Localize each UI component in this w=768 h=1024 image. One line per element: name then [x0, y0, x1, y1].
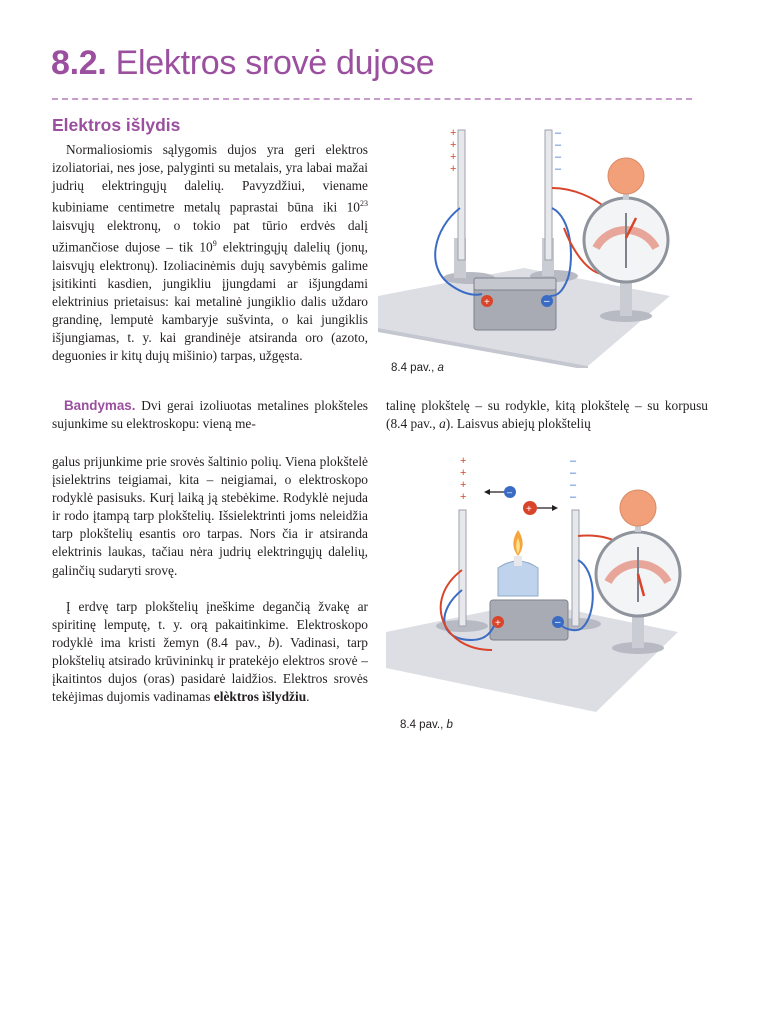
- caption-b-letter: b: [446, 719, 453, 731]
- experiment-paragraph-left: [52, 397, 368, 433]
- experiment-lead: Bandymas.: [64, 398, 136, 413]
- wire-to-electroscope: [552, 188, 606, 208]
- caption-a-letter: a: [437, 362, 444, 374]
- subsection-heading: Elektros išlydis: [52, 115, 181, 135]
- svg-text:–: –: [555, 127, 562, 139]
- right-plate: [545, 130, 552, 260]
- svg-text:+: +: [460, 479, 467, 491]
- right-plate: [572, 510, 579, 626]
- experiment-right-text-1: talinę plokštelę – su rodykle, kitą plokštelę – su korpusu (8.4 pav.,: [386, 398, 708, 432]
- paragraph-discharge: [52, 598, 368, 707]
- svg-text:+: +: [450, 127, 457, 139]
- figure-caption-b: [400, 719, 453, 731]
- svg-text:–: –: [570, 491, 577, 503]
- key-term: elèktros ìšlydžiu: [213, 689, 307, 705]
- paragraph-discharge-part-2: ). Vadinasi, tarp plokštelių atsirado krūvininkų ir pratekėjo elektros srovė – įkaitintos dujos (oras) pasidarė laidžios. Elektros srovės tekėjimas dujomis vadinamas: [52, 635, 368, 705]
- svg-text:+: +: [450, 163, 457, 175]
- svg-text:+: +: [495, 618, 501, 629]
- exponent-23: 23: [360, 199, 368, 209]
- svg-text:+: +: [460, 491, 467, 503]
- figure-electroscope-a: [374, 118, 674, 368]
- paragraph-discharge-part-1: Į erdvę tarp plokštelių įneškime degančią žvakę ar spiritinę lemputę, t. y. orą pakaitinkime. Elektroskopo rodyklė ima kristi žemyn (8.4 pav.,: [52, 599, 368, 651]
- experiment-paragraph-right: [386, 397, 708, 433]
- svg-text:–: –: [555, 139, 562, 151]
- svg-text:–: –: [544, 296, 550, 307]
- paragraph-discharge-part-3: .: [306, 689, 310, 705]
- svg-text:+: +: [484, 297, 490, 308]
- figure-ref-b: b: [268, 635, 275, 651]
- battery: [474, 286, 556, 330]
- svg-text:+: +: [460, 455, 467, 467]
- figure-electroscope-b: [382, 450, 682, 715]
- experiment-right-text-2: ). Laisvus abiejų plokštelių: [445, 416, 591, 432]
- positive-signs: [450, 127, 456, 175]
- svg-text:–: –: [555, 617, 561, 628]
- negative-signs: [570, 455, 577, 503]
- figure-ref-a: a: [439, 416, 446, 432]
- svg-text:+: +: [450, 139, 457, 151]
- svg-text:+: +: [526, 504, 532, 515]
- exponent-9: 9: [212, 238, 217, 248]
- section-title-text: Elektros srovė dujose: [115, 44, 435, 82]
- figure-caption-a: [391, 362, 444, 374]
- caption-b-prefix: 8.4 pav.,: [400, 719, 447, 731]
- svg-text:–: –: [555, 163, 562, 175]
- svg-text:–: –: [570, 455, 577, 467]
- svg-text:–: –: [570, 479, 577, 491]
- svg-text:–: –: [555, 151, 562, 163]
- svg-text:+: +: [460, 467, 467, 479]
- left-plate: [459, 510, 466, 626]
- electroscope-ball: [608, 158, 644, 194]
- paragraph-intro-part-3: elektringųjų dalelių (jonų, laisvųjų elektronų). Izoliacinėmis dujų savybėmis galime įsitikinti kasdien, jungikliu įjungdami ar išjungdami elektrinius prietaisus: kai metalinė jungiklio dalis uždaro grandinę, lemputė kambaryje sušvinta, o kai jungiklis išjungiamas, t. y. kai grandinėje atsiranda oro (azoto, deguonies ir kitų dujų mišinio) tarpas, užgęsta.: [52, 239, 368, 363]
- negative-signs: [555, 127, 562, 175]
- paragraph-intro-part-1: Normaliosiomis sąlygomis dujos yra geri elektros izoliatoriai, nes jose, palyginti su metalais, yra labai mažai judrių elektringųjų dalelių. Pavyzdžiui, viename kubiniame centimetre metalų paprastai būna iki 10: [52, 142, 368, 215]
- paragraph-voltage: galus prijunkime prie srovės šaltinio polių. Viena plokštelė įsielektrins teigiamai, kita – neigiamai, o elektroskopo rodyklė pasisuks. Kurį laiką ją stebėkime. Rodyklė nejuda ir rodo įtampą tarp plokštelių. Išsielektrinti joms neleidžia tarp plokštelių esantis oro tarpas. Nors čia ir atsiranda elektrinis laukas, tačiau nėra judrių elektringųjų dalelių, galinčių sudaryti srovę.: [52, 454, 368, 578]
- svg-text:–: –: [507, 487, 513, 497]
- section-number: 8.2.: [51, 44, 107, 82]
- paragraph-intro-part-2: laisvųjų elektronų, o tokio pat tūrio erdvės dalį užimančiose dujose – tik 10: [52, 217, 368, 255]
- left-plate: [458, 130, 465, 260]
- positive-signs: [460, 455, 466, 503]
- paragraph-intro: [52, 141, 368, 365]
- spirit-lamp: [498, 561, 538, 596]
- caption-a-prefix: 8.4 pav.,: [391, 362, 438, 374]
- experiment-left-text: Dvi gerai izoliuotas metalines plokšteles sujunkime su elektroskopu: vieną me-: [52, 398, 368, 432]
- svg-text:–: –: [570, 467, 577, 479]
- section-title: [51, 44, 434, 83]
- svg-text:+: +: [450, 151, 457, 163]
- dashed-divider: [52, 98, 692, 100]
- electroscope-ball: [620, 490, 656, 526]
